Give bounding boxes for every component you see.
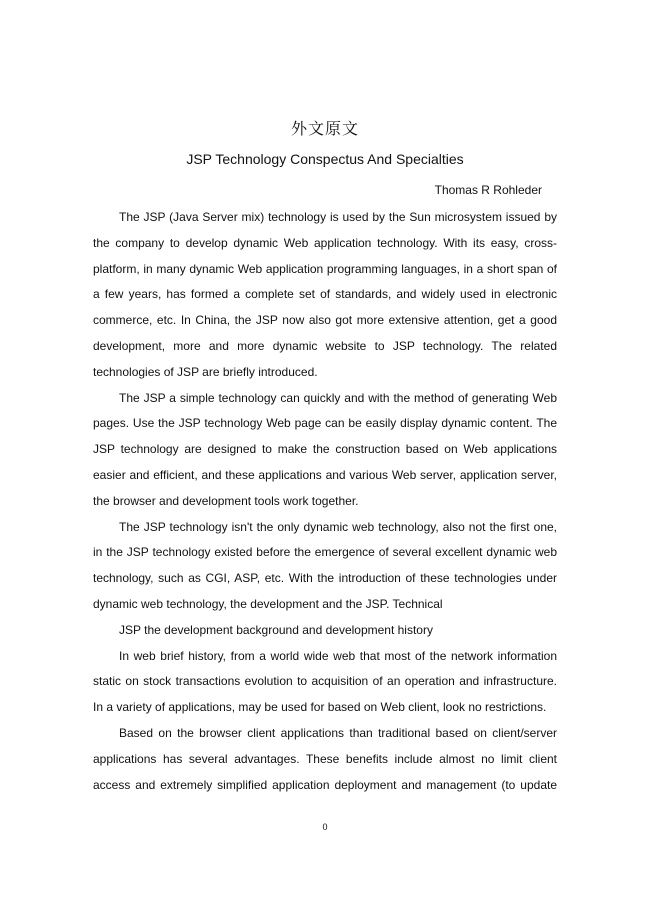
paragraph-2: The JSP a simple technology can quickly and with the method of generating Web pages. Use the JSP technology Web page can be easily display dynamic content. The JSP technology are designed to make the construction based on Web applications easier and efficient, and these applications and various Web server, application server, the browser and development tools work together. bbox=[93, 390, 557, 508]
author-name: Thomas R Rohleder bbox=[434, 183, 542, 197]
paragraph-6: Based on the browser client applications than traditional based on client/server applications has several advantages. These benefits include almost no limit client access and extremely simplified application deployment and management (to update bbox=[93, 725, 557, 792]
paragraph-4: JSP the development background and development history bbox=[119, 622, 433, 637]
paper-title: JSP Technology Conspectus And Specialties bbox=[186, 151, 464, 167]
paragraph-3: The JSP technology isn't the only dynamic web technology, also not the first one, in the JSP technology existed before the emergence of several excellent dynamic web technology, such as CGI, ASP, etc. With the introduction of these technologies under dynamic web technology, the development and the JSP. Technical bbox=[93, 519, 557, 611]
page-number: 0 bbox=[322, 822, 328, 832]
chinese-section-heading: 外文原文 bbox=[290, 119, 359, 138]
paragraph-5: In web brief history, from a world wide web that most of the network information static on stock transactions evolution to acquisition of an operation and infrastructure. In a variety of applications, may be used for based on Web client, look no restrictions. bbox=[93, 648, 557, 715]
paragraph-1: The JSP (Java Server mix) technology is used by the Sun microsystem issued by the company to develop dynamic Web application technology. With its easy, cross-platform, in many dynamic Web application programming languages, in a short span of a few years, has formed a complete set of standards, and widely used in electronic commerce, etc. In China, the JSP now also got more extensive attention, get a good development, more and more dynamic website to JSP technology. The related technologies of JSP are briefly introduced. bbox=[93, 210, 557, 379]
body-text bbox=[93, 205, 557, 798]
